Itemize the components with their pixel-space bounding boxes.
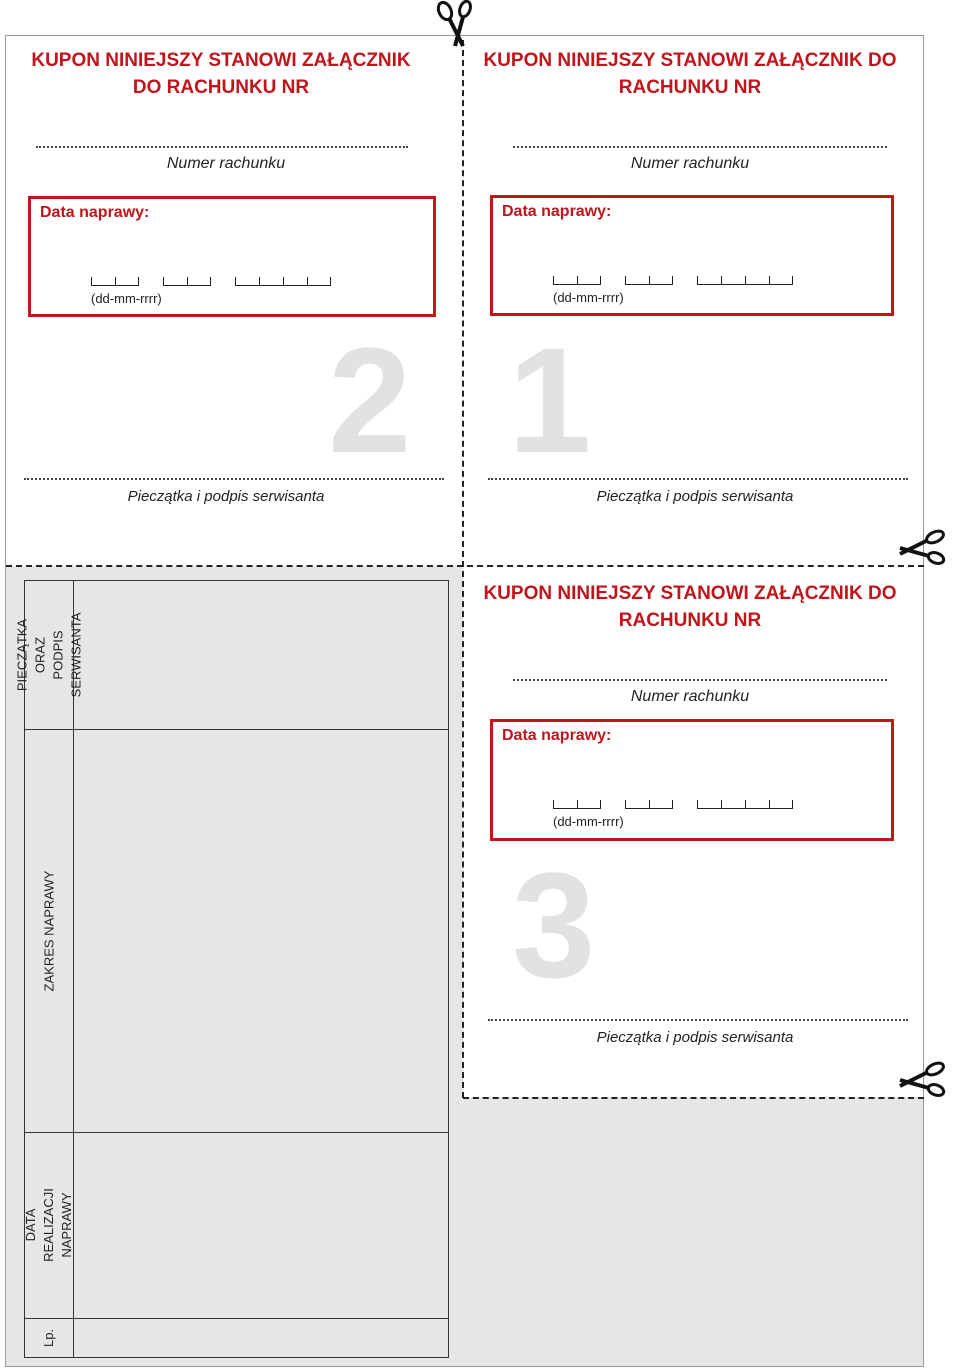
- horizontal-cut-line-bottom: [463, 1097, 924, 1099]
- repair-date-box: [28, 196, 436, 317]
- coupon-2: [6, 35, 446, 545]
- repair-date-box: [490, 719, 894, 841]
- invoice-number-label: Numer rachunku: [630, 155, 750, 172]
- month-slots[interactable]: [163, 277, 211, 286]
- month-slots[interactable]: [625, 276, 673, 285]
- coupon-title: KUPON NINIEJSZY STANOWI ZAŁĄCZNIK DO RACHUNKU NR: [31, 50, 411, 98]
- horizontal-cut-line-top: [6, 565, 924, 567]
- repair-log-table: [14, 580, 449, 1358]
- coupon-number-watermark: 1: [508, 316, 592, 484]
- bottom-right-gray-area: [463, 1097, 923, 1366]
- coupon-title: KUPON NINIEJSZY STANOWI ZAŁĄCZNIK DO RACHUNKU NR: [483, 583, 897, 631]
- month-slots[interactable]: [625, 800, 673, 809]
- signature-line[interactable]: [488, 478, 908, 480]
- header-repair-date: DATA REALIZACJI NAPRAWY: [23, 1188, 74, 1262]
- coupon-number-watermark: 3: [512, 841, 596, 1009]
- repair-date-fields[interactable]: [553, 800, 793, 809]
- table-row-divider: [25, 1132, 448, 1133]
- header-stamp-signature: PIECZĄTKA ORAZ PODPIS SERWISANTA: [14, 612, 84, 698]
- invoice-number-label: Numer rachunku: [630, 688, 750, 705]
- coupon-title: KUPON NINIEJSZY STANOWI ZAŁĄCZNIK DO RACHUNKU NR: [483, 50, 897, 98]
- header-lp: Lp.: [40, 1328, 56, 1348]
- day-slots[interactable]: [553, 276, 601, 285]
- year-slots[interactable]: [697, 800, 793, 809]
- day-slots[interactable]: [553, 800, 601, 809]
- repair-date-box: [490, 195, 894, 316]
- coupon-number-watermark: 2: [328, 316, 412, 484]
- invoice-number-line[interactable]: [36, 146, 408, 148]
- scissors-icon: [433, 0, 481, 48]
- signature-line[interactable]: [488, 1019, 908, 1021]
- table-row-divider: [25, 729, 448, 730]
- signature-label: Pieczątka i podpis serwisanta: [596, 488, 794, 505]
- invoice-number-line[interactable]: [513, 679, 887, 681]
- invoice-number-label: Numer rachunku: [166, 155, 286, 172]
- table-row-divider: [25, 1318, 448, 1319]
- scissors-icon: [898, 526, 946, 574]
- vertical-cut-line: [462, 40, 464, 1098]
- date-format-hint: (dd-mm-rrrr): [91, 291, 162, 306]
- repair-date-label: Data naprawy:: [502, 203, 612, 220]
- date-format-hint: (dd-mm-rrrr): [553, 814, 624, 829]
- year-slots[interactable]: [235, 277, 331, 286]
- signature-label: Pieczątka i podpis serwisanta: [596, 1029, 794, 1046]
- signature-label: Pieczątka i podpis serwisanta: [127, 488, 325, 505]
- day-slots[interactable]: [91, 277, 139, 286]
- repair-date-fields[interactable]: [91, 277, 331, 286]
- date-format-hint: (dd-mm-rrrr): [553, 290, 624, 305]
- repair-date-label: Data naprawy:: [502, 727, 612, 744]
- coupon-1: [470, 35, 910, 545]
- repair-date-fields[interactable]: [553, 276, 793, 285]
- signature-line[interactable]: [24, 478, 444, 480]
- invoice-number-line[interactable]: [513, 146, 887, 148]
- scissors-icon: [898, 1058, 946, 1106]
- repair-date-label: Data naprawy:: [40, 204, 150, 221]
- header-repair-scope: ZAKRES NAPRAWY: [41, 870, 56, 991]
- coupon-3: [470, 568, 910, 1078]
- year-slots[interactable]: [697, 276, 793, 285]
